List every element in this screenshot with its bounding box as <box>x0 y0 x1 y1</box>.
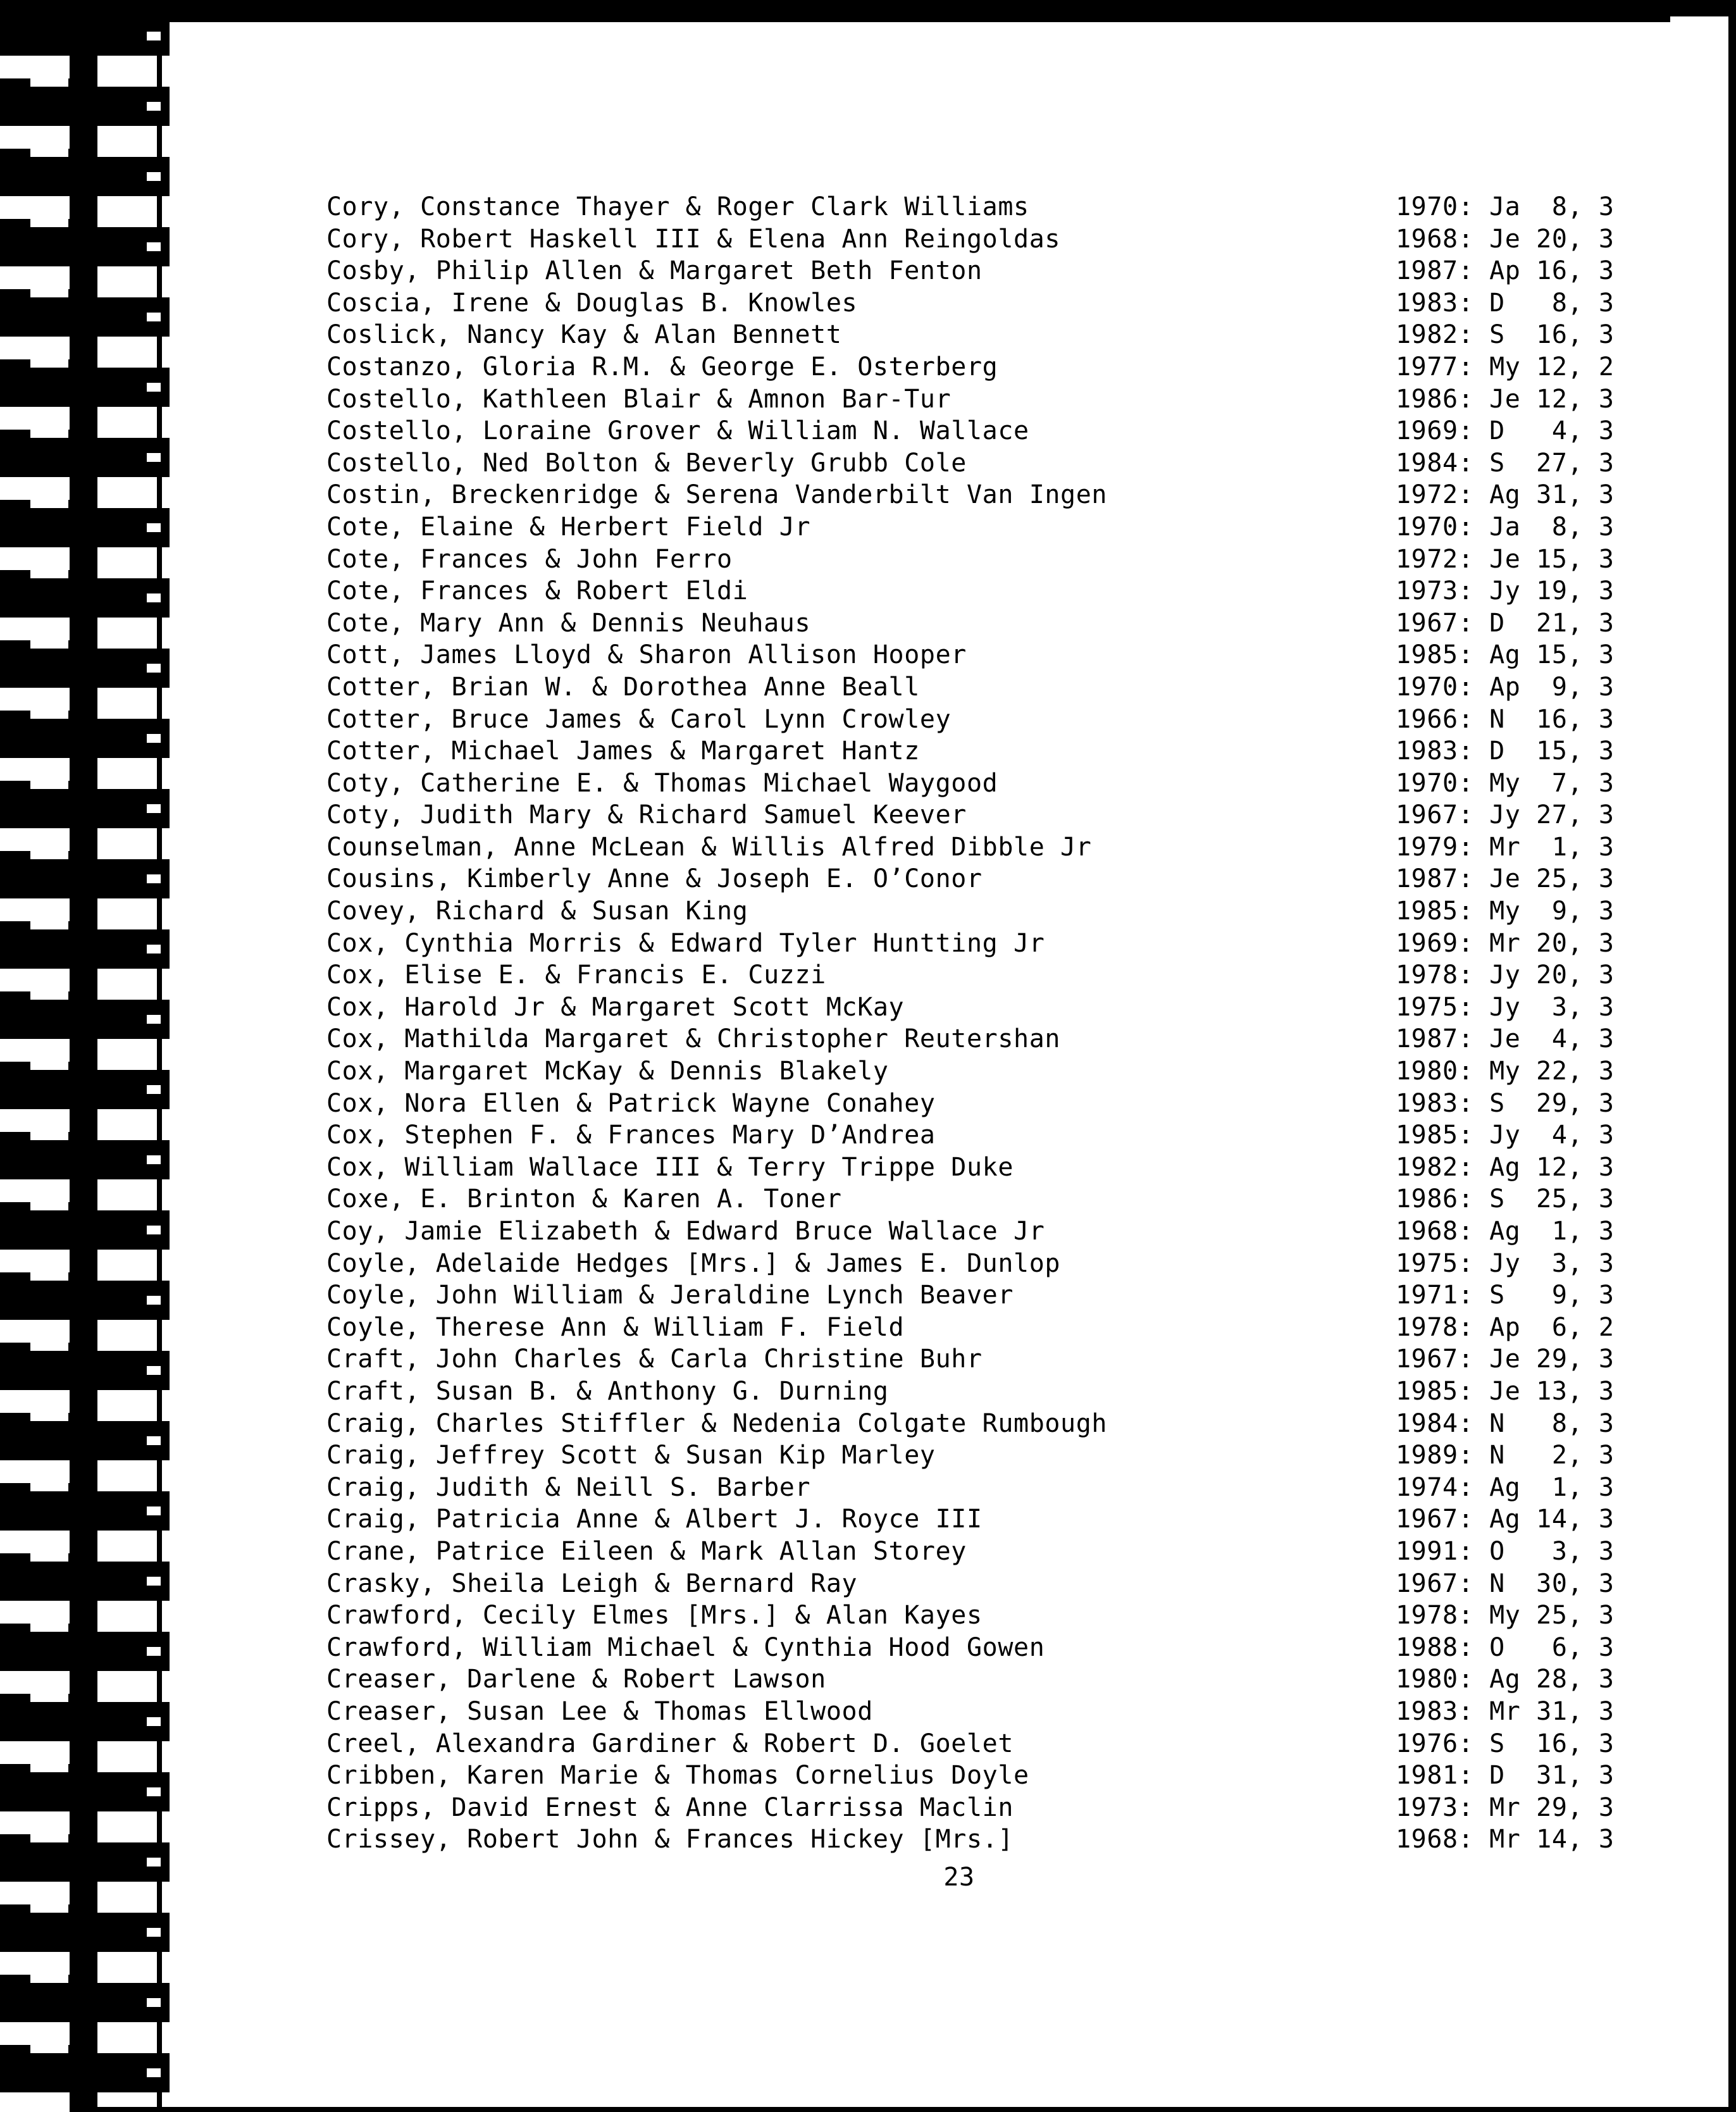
binding-gap <box>0 56 70 78</box>
binding-tooth <box>11 789 170 828</box>
binding-tooth <box>11 157 170 196</box>
entry-name: Coslick, Nancy Kay & Alan Bennett <box>326 320 842 350</box>
index-entry-row <box>326 1183 1718 1215</box>
entry-name: Coxe, E. Brinton & Karen A. Toner <box>326 1184 842 1214</box>
comb-binding <box>0 16 190 2112</box>
index-entry-row <box>326 415 1718 447</box>
entry-name: Cotter, Brian W. & Dorothea Anne Beall <box>326 672 920 702</box>
index-entry-row <box>326 287 1718 320</box>
binding-gap <box>0 1531 70 1553</box>
entry-name: Coyle, Adelaide Hedges [Mrs.] & James E. Dunlop <box>326 1248 1061 1278</box>
binding-tooth <box>11 1000 170 1039</box>
entry-name: Cory, Robert Haskell III & Elena Ann Reingoldas <box>326 224 1061 254</box>
index-entry-row <box>326 1503 1718 1536</box>
entry-date: 1987: Je 25, 3 <box>1396 864 1615 894</box>
binding-tooth <box>11 438 170 477</box>
entry-date: 1982: S 16, 3 <box>1396 320 1615 350</box>
binding-gap <box>0 688 70 711</box>
entry-name: Craig, Judith & Neill S. Barber <box>326 1472 811 1502</box>
binding-gap <box>0 758 70 781</box>
binding-hole <box>147 242 161 251</box>
binding-hole <box>147 1155 161 1164</box>
entry-name: Craig, Patricia Anne & Albert J. Royce III <box>326 1505 983 1534</box>
binding-gap <box>0 196 70 219</box>
binding-gap <box>0 1741 70 1764</box>
index-entry-row <box>326 1279 1718 1312</box>
entry-date: 1975: Jy 3, 3 <box>1396 1248 1615 1278</box>
index-entry-row <box>326 767 1718 800</box>
entry-date: 1967: Jy 27, 3 <box>1396 800 1615 830</box>
binding-tooth <box>11 1983 170 2022</box>
entry-name: Costin, Breckenridge & Serena Vanderbilt Van Ingen <box>326 480 1108 510</box>
entry-name: Coty, Judith Mary & Richard Samuel Keever <box>326 800 967 830</box>
index-entry-row <box>326 959 1718 991</box>
entry-date: 1986: Je 12, 3 <box>1396 384 1615 414</box>
entry-name: Costello, Kathleen Blair & Amnon Bar-Tur <box>326 384 952 414</box>
index-entry-row <box>326 704 1718 736</box>
index-entry-row <box>326 544 1718 576</box>
entry-name: Creaser, Susan Lee & Thomas Ellwood <box>326 1696 873 1726</box>
entry-name: Coyle, Therese Ann & William F. Field <box>326 1312 905 1342</box>
binding-tooth <box>11 1702 170 1741</box>
binding-hole <box>147 945 161 954</box>
index-entry-row <box>326 1248 1718 1280</box>
binding-hole <box>147 1787 161 1796</box>
index-entry-row <box>326 895 1718 928</box>
binding-hole <box>147 1998 161 2007</box>
index-entry-row <box>326 735 1718 767</box>
scan-artifact-right-border <box>1728 0 1736 2112</box>
index-entry-row <box>326 1760 1718 1792</box>
entry-date: 1970: Ap 9, 3 <box>1396 672 1615 702</box>
entry-name: Crawford, William Michael & Cynthia Hood Gowen <box>326 1632 1045 1662</box>
binding-hole <box>147 1577 161 1586</box>
index-entry-row <box>326 1343 1718 1376</box>
entry-date: 1972: Ag 31, 3 <box>1396 480 1615 510</box>
entry-name: Crasky, Sheila Leigh & Bernard Ray <box>326 1568 858 1598</box>
binding-tooth <box>11 87 170 126</box>
binding-tooth <box>11 1281 170 1320</box>
binding-tooth <box>11 2053 170 2092</box>
binding-hole <box>147 453 161 462</box>
index-entry-row <box>326 991 1718 1024</box>
binding-gap <box>0 898 70 921</box>
entry-name: Craig, Charles Stiffler & Nedenia Colgate Rumbough <box>326 1408 1108 1438</box>
index-entry-row <box>326 1728 1718 1760</box>
binding-gap <box>0 1952 70 1975</box>
binding-tooth <box>11 1491 170 1531</box>
index-entry-row <box>326 447 1718 480</box>
entry-date: 1970: Ja 8, 3 <box>1396 192 1615 221</box>
entry-name: Coty, Catherine E. & Thomas Michael Waygood <box>326 768 998 798</box>
entry-name: Cory, Constance Thayer & Roger Clark Williams <box>326 192 1029 221</box>
binding-gap <box>0 618 70 640</box>
binding-gap <box>0 1601 70 1624</box>
index-entry-row <box>326 607 1718 640</box>
index-entry-row <box>326 1376 1718 1408</box>
binding-gap <box>0 828 70 851</box>
binding-hole <box>147 1296 161 1305</box>
entry-date: 1974: Ag 1, 3 <box>1396 1472 1615 1502</box>
binding-gap <box>0 126 70 149</box>
binding-hole <box>147 1226 161 1234</box>
entry-date: 1969: D 4, 3 <box>1396 416 1615 446</box>
binding-tooth <box>11 1632 170 1671</box>
entry-date: 1968: Je 20, 3 <box>1396 224 1615 254</box>
binding-tooth <box>11 1772 170 1811</box>
entry-date: 1982: Ag 12, 3 <box>1396 1152 1615 1182</box>
index-entry-row <box>326 928 1718 960</box>
entry-date: 1985: Jy 4, 3 <box>1396 1121 1615 1150</box>
entry-date: 1985: My 9, 3 <box>1396 897 1615 926</box>
entry-date: 1978: My 25, 3 <box>1396 1601 1615 1631</box>
entry-name: Cox, Harold Jr & Margaret Scott McKay <box>326 992 905 1022</box>
index-entry-row <box>326 223 1718 256</box>
page-number: 23 <box>943 1863 975 1892</box>
entry-name: Cott, James Lloyd & Sharon Allison Hooper <box>326 640 967 670</box>
index-entry-row <box>326 351 1718 383</box>
binding-hole <box>147 1015 161 1024</box>
binding-gap <box>0 1882 70 1904</box>
index-entry-row <box>326 1472 1718 1504</box>
index-entry-row <box>326 1215 1718 1248</box>
binding-hole <box>147 804 161 813</box>
entry-date: 1979: Mr 1, 3 <box>1396 832 1615 862</box>
binding-hole <box>147 1717 161 1726</box>
entry-name: Cote, Frances & John Ferro <box>326 544 733 574</box>
entry-date: 1976: S 16, 3 <box>1396 1729 1615 1758</box>
index-entry-row <box>326 383 1718 416</box>
binding-tooth <box>11 1351 170 1390</box>
index-entry-row <box>326 575 1718 607</box>
index-entry-row <box>326 1696 1718 1728</box>
entry-name: Cote, Mary Ann & Dennis Neuhaus <box>326 608 811 638</box>
entry-date: 1980: My 22, 3 <box>1396 1057 1615 1086</box>
index-entry-row <box>326 1792 1718 1824</box>
entry-date: 1981: D 31, 3 <box>1396 1761 1615 1791</box>
entry-name: Cox, Cynthia Morris & Edward Tyler Huntting Jr <box>326 928 1045 958</box>
index-entry-row <box>326 671 1718 704</box>
entry-name: Cripps, David Ernest & Anne Clarrissa Maclin <box>326 1792 1014 1822</box>
binding-gap <box>0 337 70 359</box>
entry-name: Cosby, Philip Allen & Margaret Beth Fenton <box>326 256 983 286</box>
binding-tooth <box>11 227 170 266</box>
entry-name: Coy, Jamie Elizabeth & Edward Bruce Wallace Jr <box>326 1217 1045 1246</box>
binding-tooth <box>11 929 170 969</box>
index-entry-row <box>326 511 1718 544</box>
binding-hole <box>147 383 161 392</box>
binding-hole <box>147 1506 161 1515</box>
index-entry-row <box>326 1663 1718 1696</box>
entry-date: 1975: Jy 3, 3 <box>1396 992 1615 1022</box>
entry-name: Craft, John Charles & Carla Christine Buhr <box>326 1345 983 1374</box>
entry-date: 1973: Mr 29, 3 <box>1396 1792 1615 1822</box>
binding-hole <box>147 1928 161 1937</box>
binding-hole <box>147 1647 161 1656</box>
binding-hole <box>147 172 161 181</box>
entry-name: Creaser, Darlene & Robert Lawson <box>326 1665 826 1694</box>
entry-name: Counselman, Anne McLean & Willis Alfred Dibble Jr <box>326 832 1092 862</box>
entry-date: 1988: O 6, 3 <box>1396 1632 1615 1662</box>
index-entry-row <box>326 1439 1718 1472</box>
binding-tooth <box>11 1913 170 1952</box>
index-entry-row <box>326 831 1718 864</box>
marriage-index-entry-list <box>326 191 1718 1856</box>
binding-gap <box>0 1109 70 1132</box>
binding-gap <box>0 1811 70 1834</box>
index-entry-row <box>326 1312 1718 1344</box>
entry-name: Cotter, Bruce James & Carol Lynn Crowley <box>326 704 952 734</box>
binding-tooth <box>11 859 170 898</box>
binding-hole <box>147 32 161 40</box>
entry-date: 1987: Je 4, 3 <box>1396 1024 1615 1054</box>
entry-name: Creel, Alexandra Gardiner & Robert D. Goelet <box>326 1729 1014 1758</box>
entry-name: Crane, Patrice Eileen & Mark Allan Storey <box>326 1536 967 1566</box>
binding-gap <box>0 2092 70 2112</box>
entry-name: Cox, Elise E. & Francis E. Cuzzi <box>326 960 826 990</box>
binding-hole <box>147 523 161 532</box>
binding-tooth <box>11 297 170 337</box>
index-entry-row <box>326 1408 1718 1440</box>
binding-gap <box>0 969 70 991</box>
entry-name: Cote, Frances & Robert Eldi <box>326 576 748 606</box>
binding-hole <box>147 1085 161 1094</box>
entry-name: Craig, Jeffrey Scott & Susan Kip Marley <box>326 1441 936 1470</box>
binding-hole <box>147 1366 161 1375</box>
entry-date: 1973: Jy 19, 3 <box>1396 576 1615 606</box>
binding-hole <box>147 1436 161 1445</box>
binding-tooth <box>11 368 170 407</box>
entry-name: Cribben, Karen Marie & Thomas Cornelius Doyle <box>326 1761 1029 1791</box>
binding-hole <box>147 313 161 321</box>
entry-name: Cox, Stephen F. & Frances Mary D’Andrea <box>326 1121 936 1150</box>
entry-name: Costello, Ned Bolton & Beverly Grubb Cole <box>326 448 967 478</box>
entry-date: 1972: Je 15, 3 <box>1396 544 1615 574</box>
entry-date: 1985: Ag 15, 3 <box>1396 640 1615 670</box>
binding-hole <box>147 593 161 602</box>
index-entry-row <box>326 639 1718 671</box>
binding-hole <box>147 664 161 673</box>
entry-date: 1967: Ag 14, 3 <box>1396 1505 1615 1534</box>
entry-name: Costello, Loraine Grover & William N. Wallace <box>326 416 1029 446</box>
entry-date: 1983: D 15, 3 <box>1396 736 1615 766</box>
binding-hole <box>147 2068 161 2077</box>
binding-gap <box>0 407 70 430</box>
index-entry-row <box>326 1088 1718 1120</box>
entry-date: 1967: N 30, 3 <box>1396 1568 1615 1598</box>
binding-gap <box>0 1390 70 1413</box>
index-entry-row <box>326 319 1718 351</box>
entry-date: 1983: Mr 31, 3 <box>1396 1696 1615 1726</box>
index-entry-row <box>326 1055 1718 1088</box>
entry-date: 1968: Ag 1, 3 <box>1396 1217 1615 1246</box>
entry-date: 1983: S 29, 3 <box>1396 1088 1615 1118</box>
binding-tooth <box>11 508 170 547</box>
binding-tooth <box>11 578 170 618</box>
entry-date: 1984: N 8, 3 <box>1396 1408 1615 1438</box>
entry-date: 1983: D 8, 3 <box>1396 288 1615 318</box>
index-entry-row <box>326 1536 1718 1568</box>
scan-artifact-top-border <box>0 0 1736 16</box>
index-entry-row <box>326 479 1718 511</box>
index-entry-row <box>326 255 1718 287</box>
entry-date: 1987: Ap 16, 3 <box>1396 256 1615 286</box>
binding-gap <box>0 1320 70 1343</box>
binding-tooth <box>11 649 170 688</box>
binding-gap <box>0 1671 70 1694</box>
entry-date: 1969: Mr 20, 3 <box>1396 928 1615 958</box>
binding-hole <box>147 102 161 111</box>
index-entry-row <box>326 1632 1718 1664</box>
index-entry-row <box>326 799 1718 831</box>
entry-date: 1971: S 9, 3 <box>1396 1281 1615 1310</box>
binding-tooth <box>11 1070 170 1109</box>
entry-name: Cox, Nora Ellen & Patrick Wayne Conahey <box>326 1088 936 1118</box>
entry-date: 1985: Je 13, 3 <box>1396 1376 1615 1406</box>
binding-gap <box>0 266 70 289</box>
entry-name: Cox, Margaret McKay & Dennis Blakely <box>326 1057 889 1086</box>
entry-name: Coscia, Irene & Douglas B. Knowles <box>326 288 858 318</box>
entry-date: 1984: S 27, 3 <box>1396 448 1615 478</box>
index-entry-row <box>326 1119 1718 1152</box>
binding-tooth <box>11 719 170 758</box>
entry-name: Covey, Richard & Susan King <box>326 897 748 926</box>
binding-gap <box>0 1250 70 1272</box>
binding-tooth <box>11 1421 170 1460</box>
binding-hole <box>147 734 161 743</box>
index-entry-row <box>326 1600 1718 1632</box>
index-entry-row <box>326 1152 1718 1184</box>
entry-name: Costanzo, Gloria R.M. & George E. Osterberg <box>326 352 998 382</box>
entry-date: 1967: Je 29, 3 <box>1396 1345 1615 1374</box>
index-entry-row <box>326 1823 1718 1856</box>
index-entry-row <box>326 863 1718 895</box>
entry-date: 1991: O 3, 3 <box>1396 1536 1615 1566</box>
binding-gap <box>0 2022 70 2045</box>
entry-date: 1989: N 2, 3 <box>1396 1441 1615 1470</box>
entry-date: 1970: Ja 8, 3 <box>1396 512 1615 542</box>
binding-tooth <box>11 16 170 56</box>
index-entry-row <box>326 191 1718 223</box>
binding-tooth <box>11 1562 170 1601</box>
page-content <box>190 16 1728 2112</box>
entry-name: Craft, Susan B. & Anthony G. Durning <box>326 1376 889 1406</box>
entry-date: 1967: D 21, 3 <box>1396 608 1615 638</box>
entry-name: Cox, Mathilda Margaret & Christopher Reutershan <box>326 1024 1061 1054</box>
entry-date: 1986: S 25, 3 <box>1396 1184 1615 1214</box>
entry-date: 1968: Mr 14, 3 <box>1396 1825 1615 1854</box>
binding-gap <box>0 477 70 500</box>
entry-date: 1980: Ag 28, 3 <box>1396 1665 1615 1694</box>
binding-hole <box>147 874 161 883</box>
binding-hole <box>147 1858 161 1867</box>
binding-tooth <box>11 1210 170 1250</box>
binding-gap <box>0 1179 70 1202</box>
binding-tooth <box>11 1842 170 1882</box>
binding-gap <box>0 547 70 570</box>
binding-gap <box>0 1460 70 1483</box>
entry-date: 1966: N 16, 3 <box>1396 704 1615 734</box>
entry-name: Coyle, John William & Jeraldine Lynch Beaver <box>326 1281 1014 1310</box>
entry-date: 1978: Ap 6, 2 <box>1396 1312 1615 1342</box>
index-entry-row <box>326 1023 1718 1055</box>
binding-tooth <box>11 1140 170 1179</box>
entry-name: Cote, Elaine & Herbert Field Jr <box>326 512 811 542</box>
entry-name: Crawford, Cecily Elmes [Mrs.] & Alan Kayes <box>326 1601 983 1631</box>
entry-name: Cousins, Kimberly Anne & Joseph E. O’Conor <box>326 864 983 894</box>
binding-gap <box>0 1039 70 1062</box>
entry-name: Cox, William Wallace III & Terry Trippe Duke <box>326 1152 1014 1182</box>
entry-name: Crissey, Robert John & Frances Hickey [Mrs.] <box>326 1825 1014 1854</box>
entry-date: 1978: Jy 20, 3 <box>1396 960 1615 990</box>
entry-name: Cotter, Michael James & Margaret Hantz <box>326 736 920 766</box>
entry-date: 1977: My 12, 2 <box>1396 352 1615 382</box>
entry-date: 1970: My 7, 3 <box>1396 768 1615 798</box>
index-entry-row <box>326 1568 1718 1600</box>
